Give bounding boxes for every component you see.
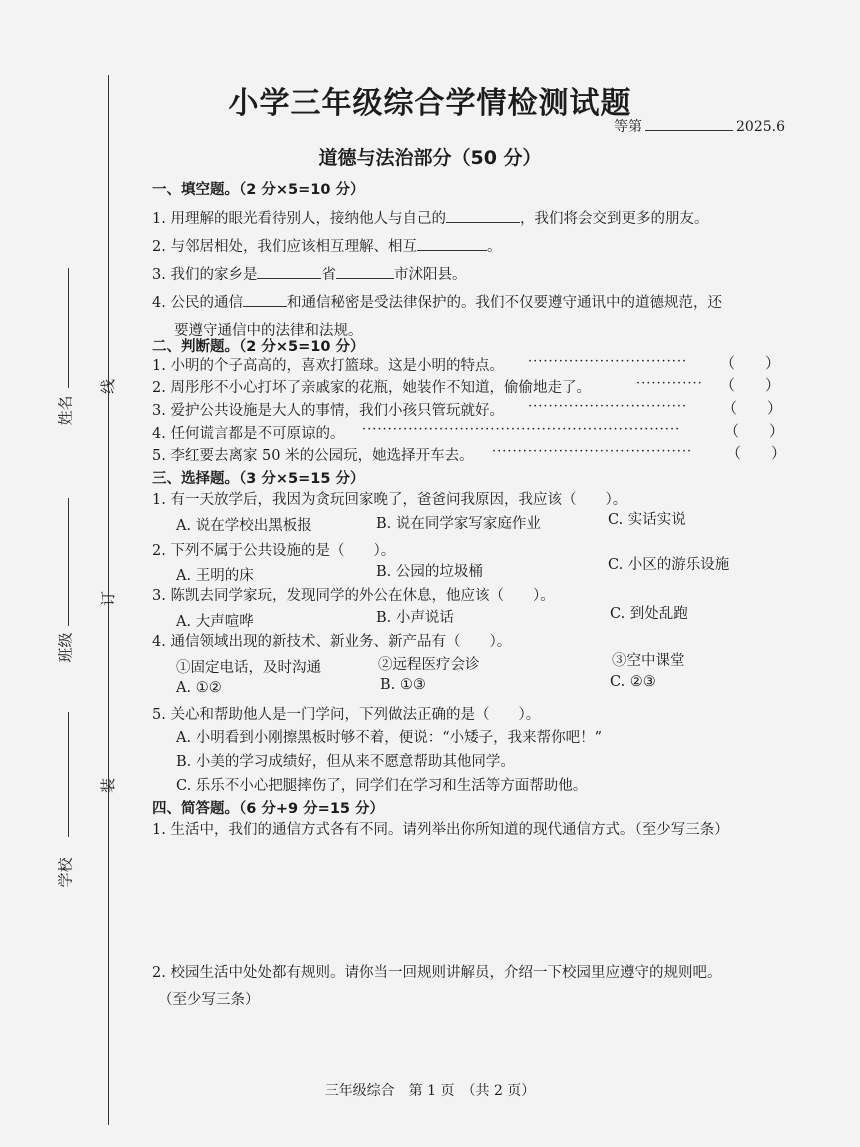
- s4-q2-continued: （至少写三条）: [158, 992, 260, 1008]
- s1-heading: 一、填空题。（2 分×5=10 分）: [152, 182, 365, 198]
- exam-title: 小学三年级综合学情检测试题: [228, 86, 632, 121]
- s1-q2-text-end: 。: [486, 239, 502, 255]
- s2-item-2: 2. 周彤彤不小心打坏了亲戚家的花瓶，她装作不知道，偷偷地走了。: [152, 380, 591, 396]
- binding-label-xian: 线: [99, 378, 118, 395]
- s3-q3-option-b[interactable]: B. 小声说话: [376, 610, 454, 626]
- s2-item-5-answer[interactable]: （ ）: [726, 444, 787, 462]
- s2-item-4: 4. 任何谎言都是不可原谅的。: [152, 426, 345, 442]
- s1-q1: [152, 207, 708, 228]
- s4-q1-answer-area[interactable]: [152, 845, 792, 945]
- s3-q3: 3. 陈凯去同学家玩，发现同学的外公在休息，他应该（ ）。: [152, 588, 555, 604]
- s3-q1: 1. 有一天放学后，我因为贪玩回家晚了，爸爸问我原因，我应该（ ）。: [152, 492, 628, 508]
- s4-q1: 1. 生活中，我们的通信方式各有不同。请列举出你所知道的现代通信方式。（至少写三条）: [152, 822, 729, 838]
- s2-item-2-leader: ·············: [636, 376, 703, 391]
- s3-q4-option-c[interactable]: C. ②③: [610, 674, 656, 690]
- s3-heading: 三、选择题。（3 分×5=15 分）: [152, 471, 365, 487]
- grade-field: [614, 116, 785, 136]
- class-blank[interactable]: [68, 498, 69, 626]
- s1-q1-text-end: ，我们将会交到更多的朋友。: [519, 211, 709, 227]
- s3-q5-option-c[interactable]: C. 乐乐不小心把腿摔伤了，同学们在学习和生活等方面帮助他。: [176, 778, 588, 794]
- grade-label: 等第: [614, 119, 642, 135]
- s2-item-1: 1. 小明的个子高高的，喜欢打篮球。这是小明的特点。: [152, 358, 504, 374]
- s2-item-3-answer[interactable]: （ ）: [722, 399, 783, 417]
- class-label: 班级: [56, 632, 75, 663]
- s2-item-1-leader: ·······························: [528, 354, 688, 369]
- school-label: 学校: [56, 857, 75, 888]
- s1-q3-blank-city[interactable]: [336, 265, 394, 279]
- s2-item-3: 3. 爱护公共设施是大人的事情，我们小孩只管玩就好。: [152, 403, 504, 419]
- s2-item-5: 5. 李红要去离家 50 米的公园玩，她选择开车去。: [152, 448, 474, 464]
- page-footer: 三年级综合 第 1 页 （共 2 页）: [324, 1083, 536, 1099]
- s2-item-3-leader: ·······························: [528, 399, 688, 414]
- s1-q4: [152, 291, 722, 312]
- s1-q1-blank[interactable]: [446, 209, 520, 223]
- name-blank[interactable]: [68, 268, 69, 388]
- s3-q4-item-1: ①固定电话，及时沟通: [176, 660, 321, 676]
- s2-item-1-answer[interactable]: （ ）: [720, 354, 781, 372]
- s3-q4-option-b[interactable]: B. ①③: [380, 677, 426, 693]
- s4-q2-answer-area[interactable]: [152, 1015, 792, 1070]
- s3-q4-option-a[interactable]: A. ①②: [176, 680, 222, 696]
- s3-q1-option-c[interactable]: C. 实话实说: [608, 512, 686, 528]
- s1-q3-text-end: 市沭阳县。: [393, 267, 467, 283]
- s1-q3-text: 3. 我们的家乡是: [152, 267, 258, 283]
- s3-q1-option-a[interactable]: A. 说在学校出黑板报: [176, 518, 312, 534]
- s1-q3-text-mid: 省: [321, 267, 336, 283]
- s3-q5-option-b[interactable]: B. 小美的学习成绩好，但从来不愿意帮助其他同学。: [176, 754, 515, 770]
- s1-q3-blank-province[interactable]: [257, 265, 321, 279]
- s3-q2-option-b[interactable]: B. 公园的垃圾桶: [376, 564, 483, 580]
- s3-q4-item-3: ③空中课堂: [612, 653, 685, 669]
- s3-q2-option-a[interactable]: A. 王明的床: [176, 568, 254, 584]
- s3-q5-option-a[interactable]: A. 小明看到小刚擦黑板时够不着，便说：“小矮子，我来帮你吧！”: [176, 730, 603, 746]
- section-subtitle: 道德与法治部分（50 分）: [318, 147, 542, 169]
- s2-item-5-leader: ·······································: [492, 444, 693, 459]
- s1-q1-text: 1. 用理解的眼光看待别人，接纳他人与自己的: [152, 211, 446, 227]
- s3-q3-option-a[interactable]: A. 大声喧哗: [176, 614, 254, 630]
- s3-q4-item-2: ②远程医疗会诊: [378, 657, 480, 673]
- school-blank[interactable]: [68, 712, 69, 837]
- s1-q2: [152, 235, 501, 256]
- s3-q4: 4. 通信领域出现的新技术、新业务、新产品有（ ）。: [152, 634, 512, 650]
- s1-q2-text: 2. 与邻居相处，我们应该相互理解、相互: [152, 239, 417, 255]
- s2-item-4-answer[interactable]: （ ）: [724, 422, 785, 440]
- name-label: 姓名: [56, 395, 75, 426]
- s1-q4-blank[interactable]: [243, 293, 287, 307]
- s3-q3-option-c[interactable]: C. 到处乱跑: [610, 606, 688, 622]
- s1-q3: [152, 263, 466, 284]
- s4-q2: 2. 校园生活中处处都有规则。请你当一回规则讲解员，介绍一下校园里应遵守的规则吧。: [152, 965, 722, 981]
- s3-q1-option-b[interactable]: B. 说在同学家写家庭作业: [376, 516, 541, 532]
- s2-item-4-leader: ······························································: [362, 422, 681, 437]
- binding-label-zhuang: 装: [99, 777, 118, 794]
- s3-q2-option-c[interactable]: C. 小区的游乐设施: [608, 557, 730, 573]
- s2-item-2-answer[interactable]: （ ）: [720, 376, 781, 394]
- s1-q4-continued: 要遵守通信中的法律和法规。: [174, 323, 363, 339]
- s4-heading: 四、简答题。（6 分+9 分=15 分）: [152, 801, 385, 817]
- binding-label-ding: 订: [99, 590, 118, 607]
- s1-q4-text-end: 和通信秘密是受法律保护的。我们不仅要遵守通讯中的道德规范，还: [286, 295, 722, 311]
- s3-q2: 2. 下列不属于公共设施的是（ ）。: [152, 543, 396, 559]
- s2-heading: 二、判断题。（2 分×5=10 分）: [152, 339, 365, 355]
- exam-date: 2025.6: [736, 119, 785, 135]
- s1-q4-text: 4. 公民的通信: [152, 295, 243, 311]
- s1-q2-blank[interactable]: [417, 237, 487, 251]
- s3-q5: 5. 关心和帮助他人是一门学问，下列做法正确的是（ ）。: [152, 707, 541, 723]
- grade-blank[interactable]: [645, 118, 733, 131]
